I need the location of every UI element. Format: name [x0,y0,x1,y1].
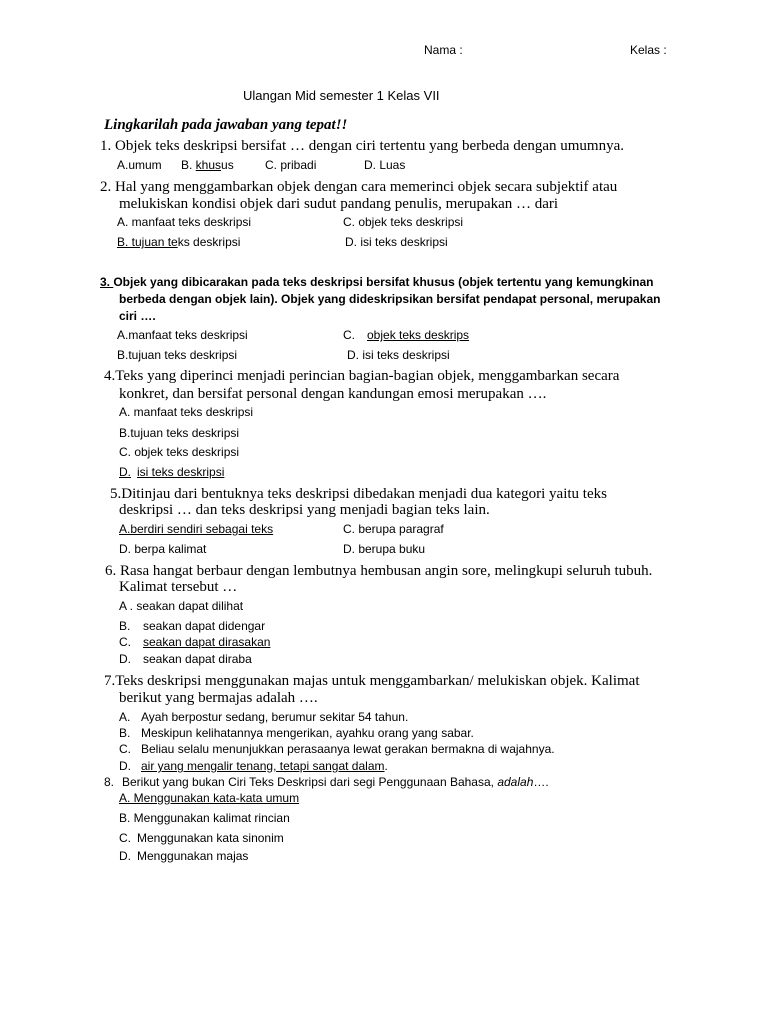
q6-text-line1: 6. Rasa hangat berbaur dengan lembutnya hembusan angin sore, melingkupi seluruh tubuh. [105,563,653,579]
q7-option-b: B. Meskipun kelihatannya mengerikan, ayahku orang yang sabar. [119,726,474,740]
q3-option-a: A.manfaat teks deskripsi [117,328,248,342]
q4-text-line2: konkret, dan bersifat personal dengan kandungan emosi merupakan …. [119,386,547,402]
q8-option-a: A. Menggunakan kata-kata umum [119,791,300,805]
q8-option-b: B. Menggunakan kalimat rincian [119,811,290,825]
q7-option-a: A. Ayah berpostur sedang, berumur sekitar 54 tahun. [119,710,409,724]
q8-option-d: D. Menggunakan majas [119,849,249,863]
q3-text-line2: berbeda dengan objek lain). Objek yang dideskripsikan bersifat pendapat personal, merupakan [119,292,661,306]
nama-label: Nama : [424,43,463,57]
instruction: Lingkarilah pada jawaban yang tepat!! [104,117,348,133]
q3-option-d: D. isi teks deskripsi [347,348,450,362]
q4-option-c: C. objek teks deskripsi [119,445,240,459]
q5-option-a: A.berdiri sendiri sebagai teks [119,522,274,536]
q5-option-d2: D. berupa buku [343,542,426,556]
q7-text-line2: berikut yang bermajas adalah …. [119,690,318,706]
q3-option-b: B.tujuan teks deskripsi [117,348,238,362]
q5-text-line1: 5.Ditinjau dari bentuknya teks deskripsi dibedakan menjadi dua kategori yaitu teks [110,486,607,502]
q3-text-line3: ciri …. [119,309,156,323]
q2-option-c: C. objek teks deskripsi [343,215,464,229]
q1-option-c: C. pribadi [265,158,317,172]
q3-option-c: C. objek teks deskrips [343,328,470,342]
q4-option-d: D. isi teks deskripsi [119,465,225,479]
q8-option-c: C. Menggunakan kata sinonim [119,831,284,845]
q4-option-b: B.tujuan teks deskripsi [119,426,240,440]
q6-option-a: A . seakan dapat dilihat [119,599,244,613]
q2-option-a: A. manfaat teks deskripsi [117,215,252,229]
kelas-label: Kelas : [630,43,667,57]
page-title: Ulangan Mid semester 1 Kelas VII [243,88,440,103]
q6-option-d: D. seakan dapat diraba [119,652,252,666]
q2-option-d: D. isi teks deskripsi [345,235,448,249]
q7-option-d: D. air yang mengalir tenang, tetapi sangat dalam. [119,759,388,773]
q5-option-d: D. berpa kalimat [119,542,207,556]
q5-option-c: C. berupa paragraf [343,522,444,536]
q5-text-line2: deskripsi … dan teks deskripsi yang menjadi bagian teks lain. [119,502,490,518]
q6-text-line2: Kalimat tersebut … [119,579,238,595]
q1-text: 1. Objek teks deskripsi bersifat … dengan ciri tertentu yang berbeda dengan umumnya. [100,138,625,154]
q8-text: 8. Berikut yang bukan Ciri Teks Deskripsi dari segi Penggunaan Bahasa, adalah…. [104,775,549,789]
q1-option-d: D. Luas [364,158,406,172]
q7-option-c: C. Beliau selalu menunjukkan perasaanya lewat gerakan bermakna di wajahnya. [119,742,555,756]
q1-option-b: B. khusus [181,158,234,172]
q6-option-b: B. seakan dapat didengar [119,619,266,633]
q4-option-a: A. manfaat teks deskripsi [119,405,254,419]
q7-text-line1: 7.Teks deskripsi menggunakan majas untuk menggambarkan/ melukiskan objek. Kalimat [104,673,640,689]
q2-text-line1: 2. Hal yang menggambarkan objek dengan cara memerinci objek secara subjektif atau [100,179,618,195]
q2-option-b: B. tujuan teks deskripsi [117,235,241,249]
q1-option-a: A.umum [117,158,162,172]
q6-option-c: C. seakan dapat dirasakan [119,635,271,649]
q3-text-line1: 3. Objek yang dibicarakan pada teks deskripsi bersifat khusus (objek tertentu yang kemungkinan [100,275,654,289]
q2-text-line2: melukiskan kondisi objek dari sudut pandang penulis, merupakan … dari [119,196,559,212]
q4-text-line1: 4.Teks yang diperinci menjadi perincian bagian-bagian objek, menggambarkan secara [104,368,620,384]
